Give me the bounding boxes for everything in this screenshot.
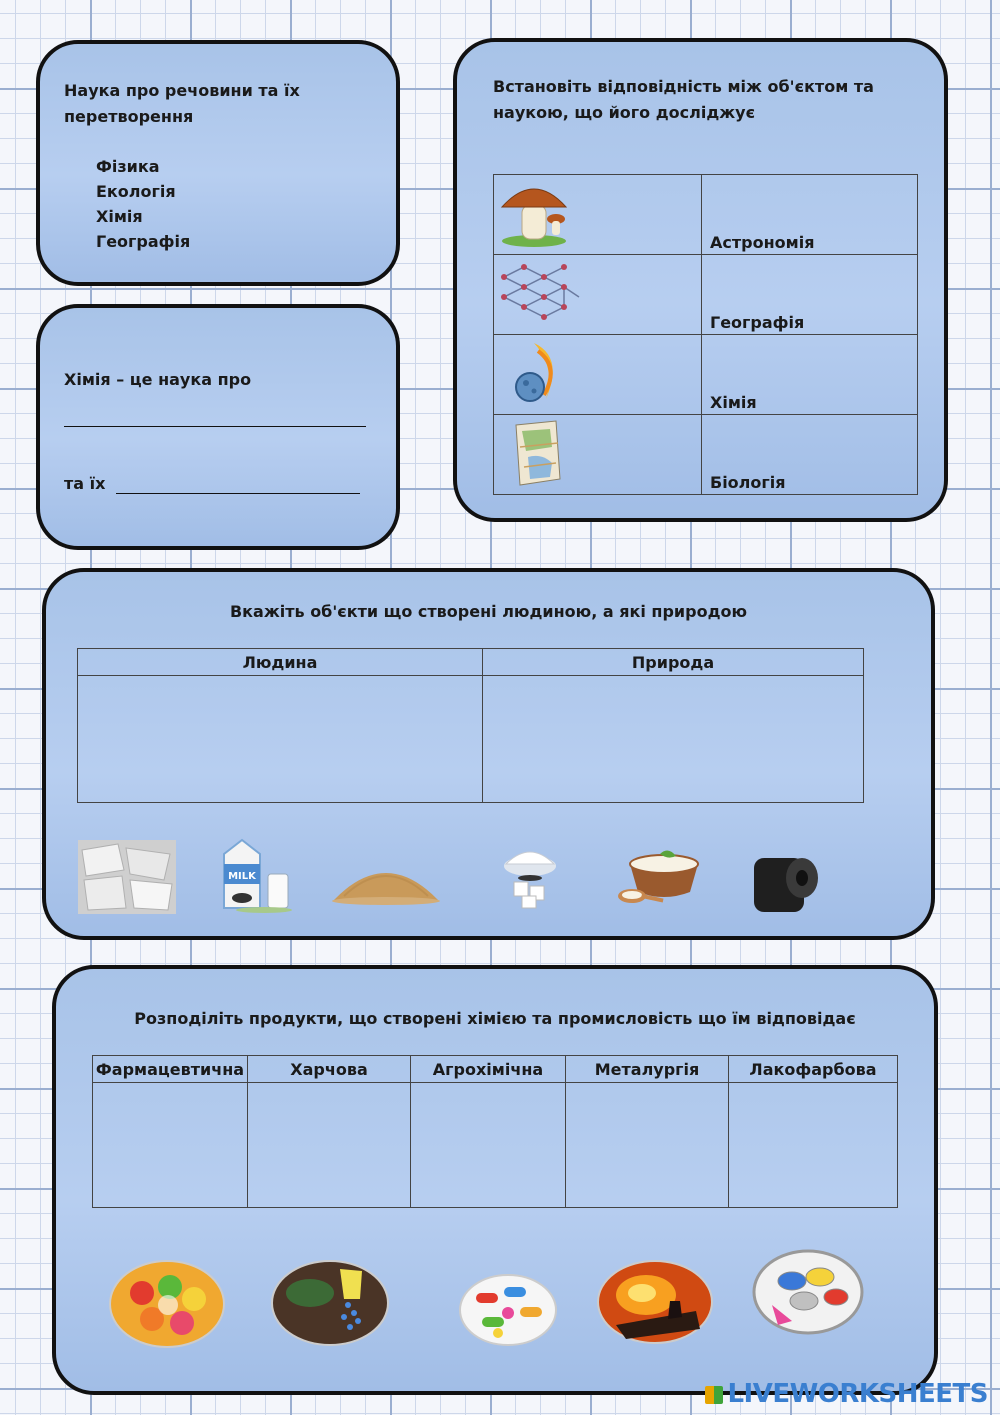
option-chemistry[interactable]: Хімія bbox=[96, 207, 143, 226]
drop-zone-human[interactable] bbox=[78, 676, 483, 803]
column-nature: Природа bbox=[483, 649, 864, 676]
table-row bbox=[494, 175, 918, 255]
answer-blank-2[interactable] bbox=[116, 478, 360, 494]
table-row bbox=[494, 255, 918, 335]
chalk-icon[interactable] bbox=[78, 840, 176, 914]
pills-icon[interactable] bbox=[458, 1273, 558, 1347]
gummy-bears-icon[interactable] bbox=[108, 1259, 226, 1349]
svg-text:MILK: MILK bbox=[228, 871, 256, 882]
option-ecology[interactable]: Екологія bbox=[96, 182, 176, 201]
industry-title: Розподіліть продукти, що створені хімією та промисловість що їм відповідає bbox=[134, 1009, 856, 1028]
drop-zone-nature[interactable] bbox=[483, 676, 864, 803]
rubber-roll-icon[interactable] bbox=[750, 848, 820, 914]
meteor-icon[interactable] bbox=[494, 337, 574, 409]
industry-card bbox=[52, 965, 938, 1395]
definition-card bbox=[36, 304, 400, 550]
option-physics[interactable]: Фізика bbox=[96, 157, 160, 176]
option-geography[interactable]: Географія bbox=[96, 232, 191, 251]
human-nature-card bbox=[42, 568, 935, 940]
options-list bbox=[96, 154, 190, 254]
table-row bbox=[494, 415, 918, 495]
human-nature-table bbox=[77, 648, 864, 803]
map-icon[interactable] bbox=[494, 417, 574, 489]
sand-icon[interactable] bbox=[330, 850, 442, 906]
column-paint: Лакофарбова bbox=[729, 1056, 898, 1083]
drop-zone-paint[interactable] bbox=[729, 1083, 898, 1208]
column-food: Харчова bbox=[248, 1056, 411, 1083]
logo-icon bbox=[705, 1386, 723, 1404]
drop-zone-pharmaceutical[interactable] bbox=[93, 1083, 248, 1208]
answer-blank-1[interactable] bbox=[64, 426, 366, 427]
science-label[interactable]: Астрономія bbox=[702, 175, 918, 255]
sour-cream-icon[interactable] bbox=[614, 840, 708, 910]
science-label[interactable]: Біологія bbox=[702, 415, 918, 495]
drop-zone-food[interactable] bbox=[248, 1083, 411, 1208]
matching-title: Встановіть відповідність між об'єктом та наукою, що його досліджує bbox=[493, 77, 874, 122]
table-row bbox=[494, 335, 918, 415]
matching-card bbox=[453, 38, 948, 522]
column-pharmaceutical: Фармацевтична bbox=[93, 1056, 248, 1083]
column-agrochemical: Агрохімічна bbox=[411, 1056, 566, 1083]
column-human: Людина bbox=[78, 649, 483, 676]
industry-table bbox=[92, 1055, 898, 1208]
mushroom-icon[interactable] bbox=[494, 177, 574, 249]
liveworksheets-logo[interactable]: LIVEWORKSHEETS bbox=[705, 1379, 988, 1409]
question-title: Наука про речовини та їх перетворення bbox=[64, 81, 300, 126]
milk-icon[interactable] bbox=[216, 834, 296, 914]
definition-prompt: Хімія – це наука про bbox=[64, 370, 252, 389]
fertilizer-icon[interactable] bbox=[270, 1259, 390, 1347]
matching-table bbox=[493, 174, 918, 495]
salt-icon[interactable] bbox=[500, 842, 560, 910]
science-label[interactable]: Хімія bbox=[702, 335, 918, 415]
science-label[interactable]: Географія bbox=[702, 255, 918, 335]
furnace-icon[interactable] bbox=[596, 1259, 714, 1345]
science-question-card bbox=[36, 40, 400, 286]
column-metallurgy: Металургія bbox=[566, 1056, 729, 1083]
definition-prompt-2: та їх bbox=[64, 474, 106, 493]
drop-zone-metallurgy[interactable] bbox=[566, 1083, 729, 1208]
crystal-lattice-icon[interactable] bbox=[494, 257, 584, 329]
paint-cans-icon[interactable] bbox=[752, 1249, 864, 1335]
drop-zone-agrochemical[interactable] bbox=[411, 1083, 566, 1208]
human-nature-title: Вкажіть об'єкти що створені людиною, а які природою bbox=[229, 602, 748, 621]
